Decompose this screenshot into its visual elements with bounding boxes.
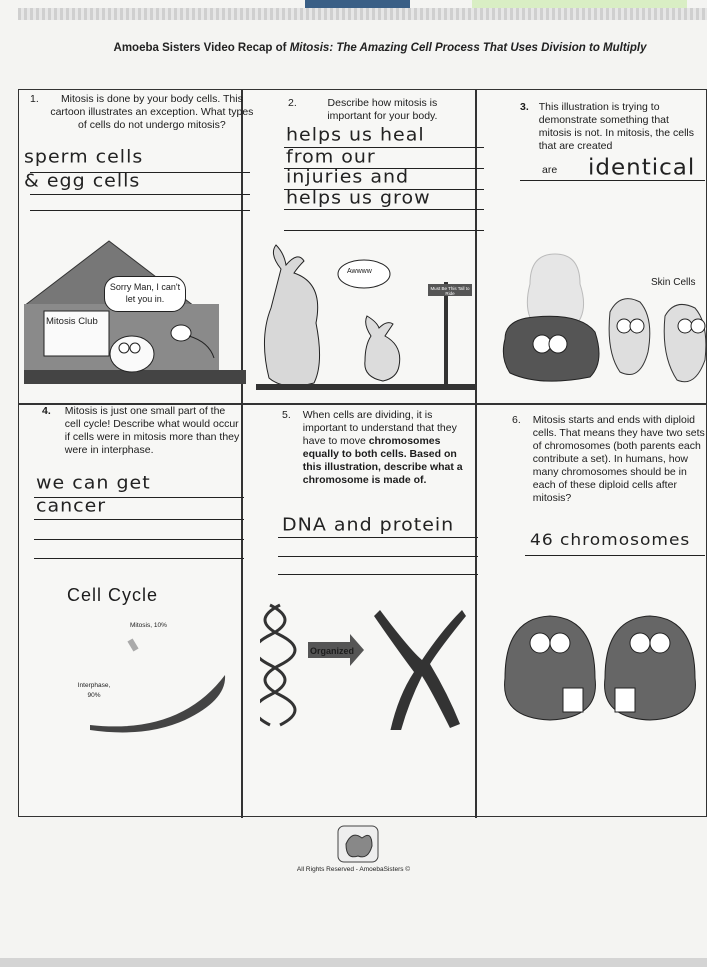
skin-cells-illustration [500,244,707,394]
question-text: This illustration is trying to demonstrate something that mitosis is not. In mitosis, the cells that are created [538,101,694,152]
organized-label: Organized [310,646,355,656]
answer-text: we can get [36,472,151,494]
top-scan-strip [18,8,707,20]
speech-bubble: Sorry Man, I can't let you in. [104,276,186,312]
answer-line [30,210,250,211]
cell-cycle-chart [70,620,230,740]
grid-divider [475,90,477,818]
copyright-footer: All Rights Reserved - AmoebaSisters © [296,866,411,873]
question-number: 5. [282,409,291,421]
answer-text: & egg cells [24,170,141,192]
answer-line [30,194,250,195]
question-6 [512,414,707,505]
answer-line [284,230,484,231]
skin-cells-label: Skin Cells [651,277,696,288]
question-text: When cells are dividing, it is important to understand that they have to move [302,409,457,447]
question-text: Describe how mitosis is important for your body. [327,97,438,122]
cell-cycle-title: Cell Cycle [67,585,159,605]
answer-text: cancer [36,495,107,517]
answer-line [278,537,478,538]
answer-line [278,556,478,557]
answer-line [278,574,478,575]
answer-text: identical [588,155,696,181]
question-number: 2. [288,97,297,109]
question-number: 1. [30,93,39,105]
height-sign: Must Be This Tall to Ride [430,286,470,296]
answer-text: injuries and [286,166,410,188]
question-text: Mitosis starts and ends with diploid cells. That means they have two sets of chromosomes (both parents each contribute a set). In humans, how many chromosomes should be in each of these diploid cells after mitosis? [532,414,705,504]
question-number: 6. [512,414,521,426]
answer-text: helps us heal [286,124,425,146]
page-title: Amoeba Sisters Video Recap of Mitosis: The Amazing Cell Process That Uses Division to Multiply [113,42,647,54]
mitosis-label: Mitosis, 10% [130,622,167,629]
question-text: Mitosis is done by your body cells. This cartoon illustrates an exception. What types of cells do not undergo mitosis? [50,93,254,131]
question-text: Mitosis is just one small part of the cell cycle! Describe what would occur if cells were in mitosis more than they were in interphase. [64,405,240,456]
answer-line [34,558,244,559]
question-number: 3. [520,101,529,113]
answer-line [520,180,705,181]
answer-line [525,555,705,556]
answer-text: DNA and protein [282,514,455,536]
dna-chromosome-illustration [260,600,470,730]
speech-bubble-text: Awwww [347,268,372,275]
answer-text: sperm cells [24,146,144,168]
answer-text: helps us grow [286,187,431,209]
answer-text: from our [286,146,376,168]
question-text-bold: chromosomes equally to both cells. Based on this illustration, describe what a chromosome is made of. [302,435,463,486]
answer-text: 46 chromosomes [530,530,691,550]
question-4 [42,405,242,457]
question-1 [30,93,255,132]
height-sign-illustration [256,244,476,394]
diploid-cells-illustration [495,608,707,728]
question-3 [520,101,700,153]
amoeba-sisters-logo [336,824,380,864]
answer-line [284,209,484,210]
answer-line [34,539,244,540]
question-2 [288,97,458,123]
club-sign: Mitosis Club [46,316,98,327]
question-number: 4. [42,405,51,417]
answer-line [34,519,244,520]
interphase-label: Interphase, 90% [77,682,111,699]
bottom-scan-bar [0,958,707,967]
question-5 [282,409,472,487]
are-label: are [542,164,558,176]
